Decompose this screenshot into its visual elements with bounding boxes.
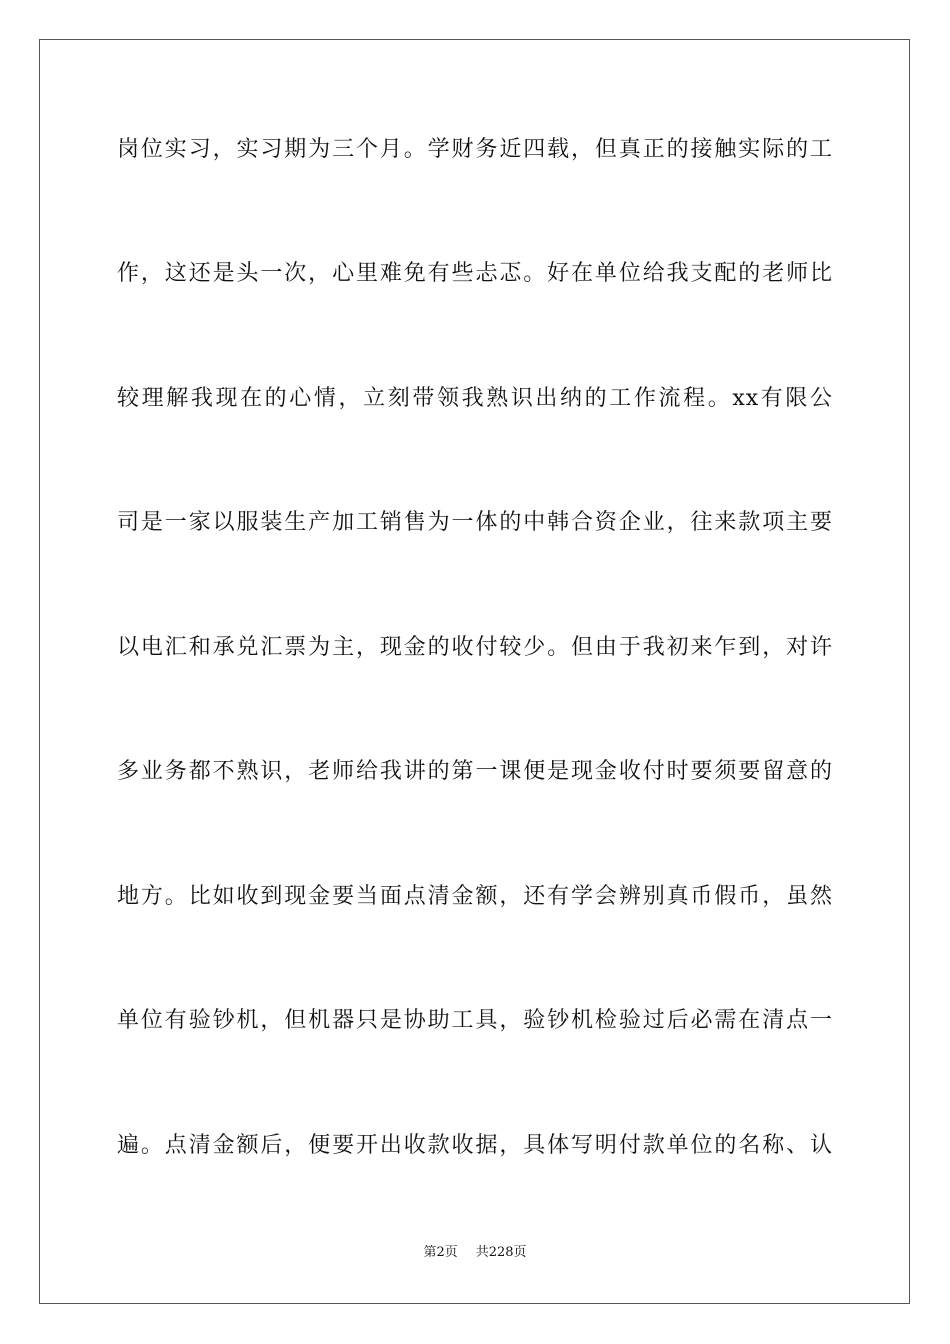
page-total: 共228页 bbox=[475, 1245, 527, 1260]
page-footer bbox=[0, 1245, 950, 1261]
body-line-2: 作，这还是头一次，心里难免有些忐忑。好在单位给我支配的老师比 bbox=[117, 261, 833, 286]
body-line-5: 以电汇和承兑汇票为主，现金的收付较少。但由于我初来乍到，对许 bbox=[117, 635, 833, 660]
body-line-6: 多业务都不熟识，老师给我讲的第一课便是现金收付时要须要留意的 bbox=[117, 759, 833, 784]
body-line-4: 司是一家以服装生产加工销售为一体的中韩合资企业，往来款项主要 bbox=[117, 510, 833, 535]
body-line-9: 遍。点清金额后，便要开出收款收据，具体写明付款单位的名称、认 bbox=[117, 1133, 833, 1158]
body-line-8: 单位有验钞机，但机器只是协助工具，验钞机检验过后必需在清点一 bbox=[117, 1008, 833, 1033]
body-line-3: 较理解我现在的心情，立刻带领我熟识出纳的工作流程。xx有限公 bbox=[117, 386, 833, 411]
page-number: 第2页 bbox=[423, 1245, 458, 1260]
body-line-7: 地方。比如收到现金要当面点清金额，还有学会辨别真币假币，虽然 bbox=[117, 884, 833, 909]
page-border bbox=[39, 39, 910, 1304]
body-line-1: 岗位实习，实习期为三个月。学财务近四载，但真正的接触实际的工 bbox=[117, 137, 833, 162]
